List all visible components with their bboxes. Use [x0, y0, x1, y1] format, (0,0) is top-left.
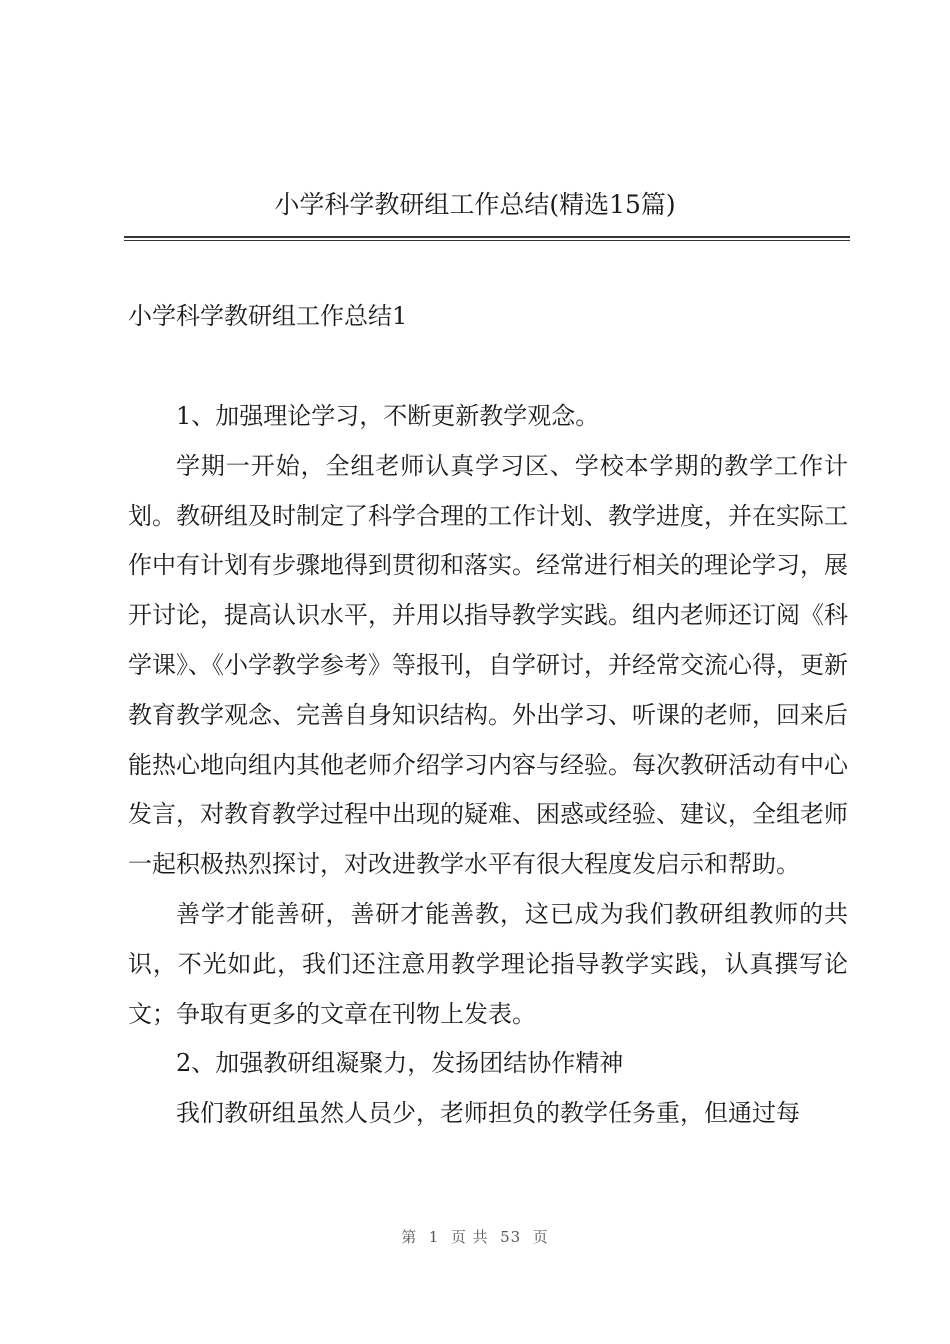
- paragraph-5: 我们教研组虽然人员少，老师担负的教学任务重，但通过每: [176, 1099, 800, 1128]
- paragraph-3: 善学才能善研，善研才能善教，这已成为我们教研组教师的共识，不光如此，我们还注意用教学理论指导教学实践，认真撰写论文；争取有更多的文章在刊物上发表。: [128, 899, 848, 1028]
- body-text: [128, 392, 848, 1139]
- document-title: 小学科学教研组工作总结(精选15篇): [274, 190, 676, 219]
- section-heading: 小学科学教研组工作总结1: [128, 302, 408, 330]
- paragraph-2: 学期一开始，全组老师认真学习区、学校本学期的教学工作计划。教研组及时制定了科学合理的工作计划、教学进度，并在实际工作中有计划有步骤地得到贯彻和落实。经常进行相关的理论学习，展开讨论，提高认识水平，并用以指导教学实践。组内老师还订阅《科学课》、《小学教学参考》等报刊，自学研讨，并经常交流心得，更新教育教学观念、完善自身知识结构。外出学习、听课的老师，回来后能热心地向组内其他老师介绍学习内容与经验。每次教研活动有中心发言，对教育教学过程中出现的疑难、困惑或经验、建议，全组老师一起积极热烈探讨，对改进教学水平有很大程度发启示和帮助。: [128, 451, 848, 879]
- paragraph-4: 2、加强教研组凝聚力，发扬团结协作精神: [176, 1049, 624, 1078]
- page-footer: 第 1 页 共 53 页: [401, 1228, 549, 1246]
- title-divider: [124, 236, 850, 241]
- paragraph-1: 1、加强理论学习，不断更新教学观念。: [176, 402, 600, 430]
